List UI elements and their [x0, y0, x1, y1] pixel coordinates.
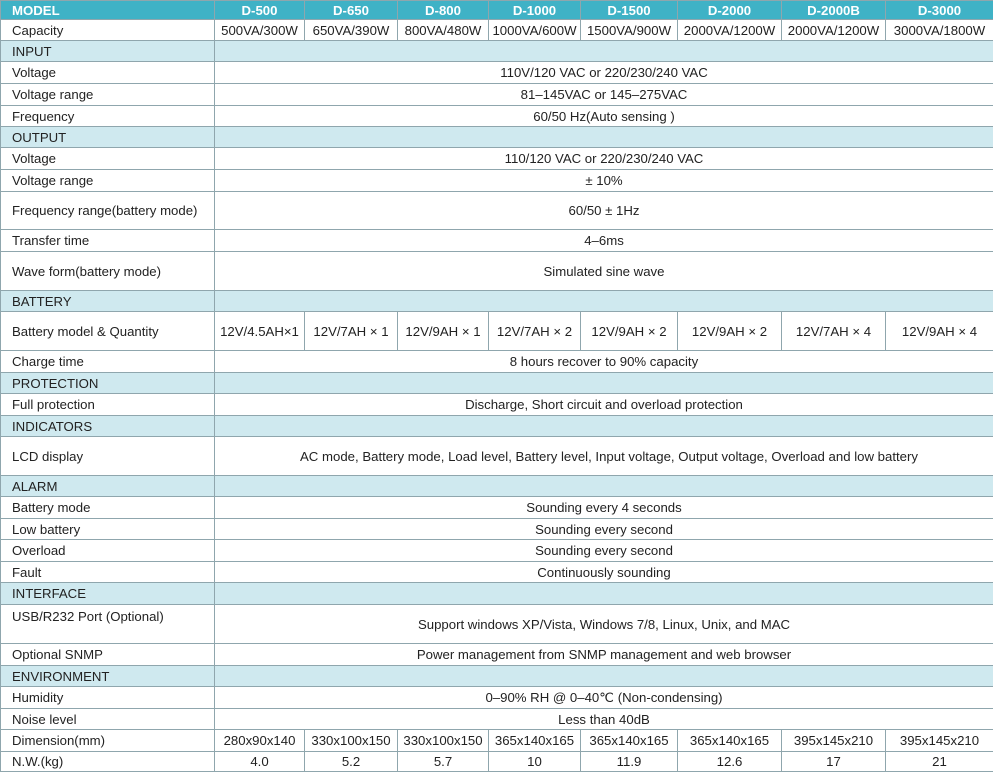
row-label: Transfer time [1, 230, 215, 252]
spec-row [1, 351, 993, 373]
model-col-header: D-650 [305, 1, 398, 20]
section-fill [215, 41, 993, 62]
row-value: 81–145VAC or 145–275VAC [215, 84, 993, 106]
row-value: Simulated sine wave [215, 252, 993, 291]
row-value: Support windows XP/Vista, Windows 7/8, Linux, Unix, and MAC [215, 605, 993, 644]
row-label: Low battery [1, 519, 215, 540]
capacity-cell: 3000VA/1800W [886, 20, 993, 41]
row-label: Voltage range [1, 84, 215, 106]
dimension-cell: 395x145x210 [886, 730, 993, 752]
row-label: Noise level [1, 709, 215, 730]
section-title: ALARM [1, 476, 215, 497]
row-value: Less than 40dB [215, 709, 993, 730]
row-value: AC mode, Battery mode, Load level, Battery level, Input voltage, Output voltage, Overload and low battery [215, 437, 993, 476]
section-row-input [1, 41, 993, 62]
row-value: Discharge, Short circuit and overload protection [215, 394, 993, 416]
weight-cell: 4.0 [215, 752, 305, 772]
spec-row [1, 192, 993, 230]
weight-row [1, 752, 993, 772]
section-fill [215, 583, 993, 605]
section-row-output [1, 127, 993, 148]
weight-cell: 5.7 [398, 752, 489, 772]
spec-row [1, 519, 993, 540]
row-label: Fault [1, 562, 215, 583]
spec-row [1, 62, 993, 84]
header-row [1, 1, 993, 20]
row-value: ± 10% [215, 170, 993, 192]
capacity-cell: 500VA/300W [215, 20, 305, 41]
battery-cell: 12V/7AH × 2 [489, 312, 581, 351]
capacity-row [1, 20, 993, 41]
row-value: 0–90% RH @ 0–40℃ (Non-condensing) [215, 687, 993, 709]
row-label: Optional SNMP [1, 644, 215, 666]
row-value: Power management from SNMP management and web browser [215, 644, 993, 666]
dimension-cell: 395x145x210 [782, 730, 886, 752]
row-label: Frequency [1, 106, 215, 127]
capacity-cell: 1000VA/600W [489, 20, 581, 41]
battery-cell: 12V/4.5AH×1 [215, 312, 305, 351]
dimension-cell: 330x100x150 [398, 730, 489, 752]
dimension-cell: 365x140x165 [678, 730, 782, 752]
spec-row [1, 437, 993, 476]
spec-row [1, 148, 993, 170]
battery-cell: 12V/9AH × 2 [678, 312, 782, 351]
model-col-header: D-800 [398, 1, 489, 20]
spec-row [1, 540, 993, 562]
model-col-header: D-1500 [581, 1, 678, 20]
weight-cell: 17 [782, 752, 886, 772]
row-label: Voltage [1, 148, 215, 170]
weight-cell: 11.9 [581, 752, 678, 772]
model-col-header: D-2000 [678, 1, 782, 20]
capacity-cell: 2000VA/1200W [678, 20, 782, 41]
weight-cell: 10 [489, 752, 581, 772]
capacity-cell: 800VA/480W [398, 20, 489, 41]
spec-row [1, 644, 993, 666]
battery-model-row [1, 312, 993, 351]
section-title: PROTECTION [1, 373, 215, 394]
weight-cell: 12.6 [678, 752, 782, 772]
row-label: Wave form(battery mode) [1, 252, 215, 291]
model-col-header: D-3000 [886, 1, 993, 20]
row-value: 60/50 ± 1Hz [215, 192, 993, 230]
spec-row [1, 562, 993, 583]
section-title: INTERFACE [1, 583, 215, 605]
model-col-header: D-500 [215, 1, 305, 20]
battery-cell: 12V/9AH × 4 [886, 312, 993, 351]
section-row-interface [1, 583, 993, 605]
spec-row [1, 394, 993, 416]
row-label: Humidity [1, 687, 215, 709]
dimension-cell: 365x140x165 [489, 730, 581, 752]
spec-row [1, 252, 993, 291]
row-value: 110/120 VAC or 220/230/240 VAC [215, 148, 993, 170]
row-label: Voltage [1, 62, 215, 84]
section-row-alarm [1, 476, 993, 497]
section-fill [215, 127, 993, 148]
spec-row [1, 709, 993, 730]
model-col-header: D-2000B [782, 1, 886, 20]
row-label: Voltage range [1, 170, 215, 192]
row-label: Charge time [1, 351, 215, 373]
row-value: 4–6ms [215, 230, 993, 252]
dimension-row [1, 730, 993, 752]
row-value: 8 hours recover to 90% capacity [215, 351, 993, 373]
spec-row [1, 687, 993, 709]
model-header: MODEL [1, 1, 215, 20]
section-row-battery [1, 291, 993, 312]
row-label: Overload [1, 540, 215, 562]
section-title: OUTPUT [1, 127, 215, 148]
battery-cell: 12V/9AH × 1 [398, 312, 489, 351]
row-label: Dimension(mm) [1, 730, 215, 752]
battery-cell: 12V/7AH × 1 [305, 312, 398, 351]
dimension-cell: 330x100x150 [305, 730, 398, 752]
dimension-cell: 365x140x165 [581, 730, 678, 752]
row-value: 60/50 Hz(Auto sensing ) [215, 106, 993, 127]
section-title: INPUT [1, 41, 215, 62]
row-label: Battery model & Quantity [1, 312, 215, 351]
row-value: Sounding every second [215, 519, 993, 540]
spec-row [1, 230, 993, 252]
row-value: Sounding every second [215, 540, 993, 562]
section-title: BATTERY [1, 291, 215, 312]
section-row-protection [1, 373, 993, 394]
spec-row [1, 84, 993, 106]
row-label: N.W.(kg) [1, 752, 215, 772]
spec-row [1, 106, 993, 127]
section-title: ENVIRONMENT [1, 666, 215, 687]
spec-row [1, 605, 993, 644]
section-title: INDICATORS [1, 416, 215, 437]
model-col-header: D-1000 [489, 1, 581, 20]
spec-row [1, 170, 993, 192]
battery-cell: 12V/7AH × 4 [782, 312, 886, 351]
dimension-cell: 280x90x140 [215, 730, 305, 752]
section-fill [215, 666, 993, 687]
capacity-cell: 2000VA/1200W [782, 20, 886, 41]
row-label: LCD display [1, 437, 215, 476]
section-row-indicators [1, 416, 993, 437]
section-fill [215, 373, 993, 394]
battery-cell: 12V/9AH × 2 [581, 312, 678, 351]
section-fill [215, 291, 993, 312]
row-label: Battery mode [1, 497, 215, 519]
section-fill [215, 416, 993, 437]
row-label: Capacity [1, 20, 215, 41]
capacity-cell: 650VA/390W [305, 20, 398, 41]
row-label: Full protection [1, 394, 215, 416]
section-fill [215, 476, 993, 497]
weight-cell: 21 [886, 752, 993, 772]
spec-row [1, 497, 993, 519]
row-value: Continuously sounding [215, 562, 993, 583]
capacity-cell: 1500VA/900W [581, 20, 678, 41]
row-label: Frequency range(battery mode) [1, 192, 215, 230]
row-value: 110V/120 VAC or 220/230/240 VAC [215, 62, 993, 84]
section-row-environment [1, 666, 993, 687]
row-label: USB/R232 Port (Optional) [1, 605, 215, 644]
row-value: Sounding every 4 seconds [215, 497, 993, 519]
weight-cell: 5.2 [305, 752, 398, 772]
